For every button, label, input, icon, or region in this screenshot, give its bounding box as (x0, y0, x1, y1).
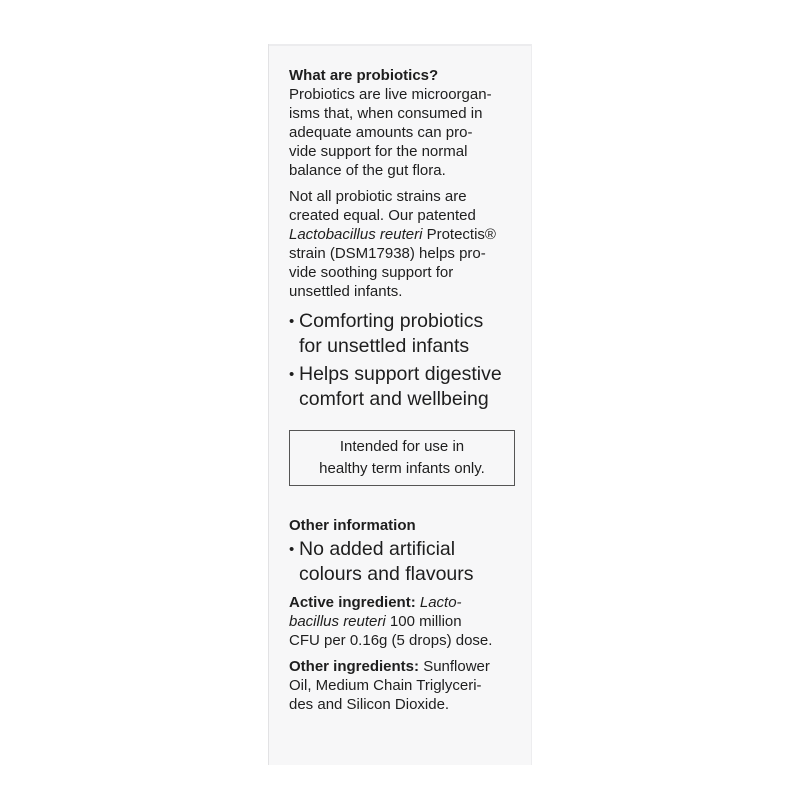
bullet-icon: • (289, 541, 295, 558)
para2-line: Protectis® (422, 226, 496, 243)
para2-line: strain (DSM17938) helps pro- (289, 245, 486, 262)
active-ingredient-label: Active ingredient: (289, 594, 420, 611)
para2-line: unsettled infants. (289, 283, 403, 300)
benefit-line: for unsettled infants (299, 335, 470, 357)
other-info-line: No added artificial (299, 538, 456, 560)
heading-other-information: Other information (289, 517, 416, 534)
para1-line: vide support for the normal (289, 143, 468, 160)
heading-what-are-probiotics: What are probiotics? (289, 67, 439, 84)
para1-line: Probiotics are live microorgan- (289, 86, 492, 103)
para1-line: isms that, when consumed in (289, 105, 483, 122)
active-ingredient (289, 593, 521, 650)
benefit-list (289, 309, 521, 412)
other-ingredients (289, 657, 521, 714)
active-ingredient-italic: bacillus reuteri (289, 613, 386, 630)
benefit-line: comfort and wellbeing (299, 388, 489, 410)
notice-line: Intended for use in (339, 438, 465, 455)
probiotics-description (289, 85, 521, 180)
benefit-line: Helps support digestive (299, 363, 502, 385)
active-ingredient-text: CFU per 0.16g (5 drops) dose. (289, 632, 493, 649)
bullet-icon: • (289, 366, 295, 383)
other-ingredients-text: des and Silicon Dioxide. (289, 696, 450, 713)
usage-notice-box (289, 430, 515, 486)
bullet-icon: • (289, 313, 295, 330)
para1-line: adequate amounts can pro- (289, 124, 473, 141)
panel-content (289, 66, 521, 714)
other-info-item (289, 537, 521, 587)
benefit-item (289, 309, 521, 359)
benefit-line: Comforting probiotics (299, 310, 484, 332)
other-info-list (289, 537, 521, 587)
other-info-line: colours and flavours (299, 563, 474, 585)
other-ingredients-text: Sunflower (423, 658, 490, 675)
product-box-side-panel (268, 44, 532, 765)
other-ingredients-label: Other ingredients: (289, 658, 424, 675)
benefit-item (289, 362, 521, 412)
notice-line: healthy term infants only. (319, 460, 485, 477)
para2-line: created equal. Our patented (289, 207, 476, 224)
strain-description (289, 187, 521, 301)
other-ingredients-text: Oil, Medium Chain Triglyceri- (289, 677, 482, 694)
para1-line: balance of the gut flora. (289, 162, 446, 179)
para2-line: vide soothing support for (289, 264, 454, 281)
active-ingredient-text: 100 million (385, 613, 462, 630)
para2-line: Not all probiotic strains are (289, 188, 467, 205)
panel-top-edge (269, 44, 531, 46)
strain-name-italic: Lactobacillus reuteri (289, 226, 423, 243)
active-ingredient-italic: Lacto- (419, 594, 462, 611)
